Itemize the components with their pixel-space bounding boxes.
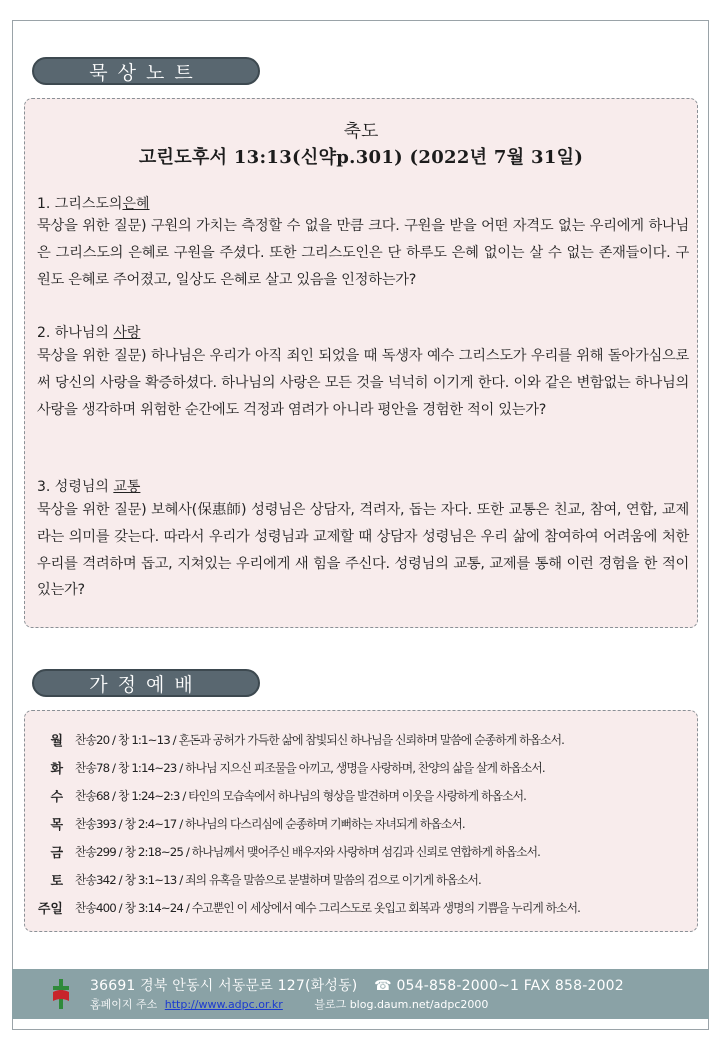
meditation-section-header: 묵상노트: [32, 57, 260, 85]
meditation-note-box: [24, 98, 698, 628]
worship-text: 찬송20 / 창 1:1~13 / 혼돈과 공허가 가득한 삶에 참빛되신 하나님을 신뢰하며 말씀에 순종하게 하옵소서.: [75, 732, 564, 747]
point-3-number: 3. 성령님의: [37, 479, 109, 495]
worship-text: 찬송299 / 창 2:18~25 / 하나님께서 맺어주신 배우자와 사랑하며 섬김과 신뢰로 연합하게 하옵소서.: [75, 844, 540, 859]
footer-contact-line: [90, 975, 624, 995]
day-label: 목: [50, 817, 63, 833]
worship-row: [25, 755, 697, 779]
point-2-number: 2. 하나님의: [37, 325, 109, 341]
point-1-heading: [37, 193, 150, 213]
point-1-number: 1. 그리스도의: [37, 196, 123, 212]
worship-row: [25, 895, 697, 919]
scripture-reference: 고린도후서 13:13(신약p.301) (2022년 7월 31일): [138, 147, 584, 168]
worship-row: [25, 867, 697, 891]
day-label: 수: [50, 789, 63, 805]
point-2-question: 묵상을 위한 질문) 하나님은 우리가 아직 죄인 되었을 때 독생자 예수 그리스도가 우리를 위해 돌아가심으로써 당신의 사랑을 확증하셨다. 하나님의 사랑은 모든 것을 넉넉히 이기게 한다. 이와 같은 변함없는 하나님의 사랑을 생각하며 위험한 순간에도 걱정과 염려가 아니라 평안을 경험한 적이 있는가?: [37, 348, 689, 418]
worship-row: [25, 783, 697, 807]
point-1-keyword: 은혜: [122, 196, 150, 212]
worship-text: 찬송78 / 창 1:14~23 / 하나님 지으신 피조물을 아끼고, 생명을 사랑하며, 찬양의 삶을 살게 하옵소서.: [75, 760, 545, 775]
point-2-heading: [37, 322, 140, 342]
worship-text: 찬송393 / 창 2:4~17 / 하나님의 다스리심에 순종하며 기뻐하는 자녀되게 하옵소서.: [75, 816, 465, 831]
day-label: 주일: [37, 901, 63, 917]
worship-row: [25, 811, 697, 835]
homepage-label: 홈페이지 주소: [90, 998, 158, 1011]
day-label: 월: [50, 733, 63, 749]
footer-web-line: [90, 996, 488, 1012]
point-3-heading: [37, 476, 140, 496]
day-label: 금: [50, 845, 63, 861]
church-footer: [12, 969, 709, 1019]
worship-row: [25, 727, 697, 751]
worship-text: 찬송342 / 창 3:1~13 / 죄의 유혹을 말씀으로 분별하며 말씀의 검으로 이기게 하옵소서.: [75, 872, 481, 887]
day-label: 화: [50, 761, 63, 777]
worship-row: [25, 839, 697, 863]
sermon-title: 축도: [343, 121, 379, 142]
church-address: 36691 경북 안동시 서동문로 127(화성동): [90, 978, 358, 994]
family-worship-box: [24, 710, 698, 932]
family-worship-section-header: 가정예배: [32, 669, 260, 697]
point-3-keyword: 교통: [113, 479, 141, 495]
worship-text: 찬송68 / 창 1:24~2:3 / 타인의 모습속에서 하나님의 형상을 발견하며 이웃을 사랑하게 하옵소서.: [75, 788, 526, 803]
homepage-link[interactable]: http://www.adpc.or.kr: [164, 998, 283, 1011]
blog-address: 블로그 blog.daum.net/adpc2000: [314, 998, 489, 1011]
phone-icon: ☎: [374, 978, 392, 994]
church-logo-icon: [50, 977, 72, 1011]
point-2-keyword: 사랑: [113, 325, 141, 341]
phone-fax: 054-858-2000~1 FAX 858-2002: [396, 978, 624, 994]
point-3-question: 묵상을 위한 질문) 보혜사(保惠師) 성령님은 상담자, 격려자, 돕는 자다. 또한 교통은 친교, 참여, 연합, 교제라는 의미를 갖는다. 따라서 우리가 성령님과 교제할 때 상담자 성령님은 우리 삶에 참여하여 어려움에 처한 우리를 격려하며 돕고, 지쳐있는 우리에게 새 힘을 주신다. 성령님의 교통, 교제를 통해 이런 경험을 한 적이 있는가?: [37, 502, 689, 599]
worship-text: 찬송400 / 창 3:14~24 / 수고뿐인 이 세상에서 예수 그리스도로 옷입고 회복과 생명의 기쁨을 누리게 하소서.: [75, 900, 580, 915]
day-label: 토: [50, 873, 63, 889]
point-1-question: 묵상을 위한 질문) 구원의 가치는 측정할 수 없을 만큼 크다. 구원을 받을 어떤 자격도 없는 우리에게 하나님은 그리스도의 은혜로 구원을 주셨다. 또한 그리스도인은 단 하루도 은혜 없이는 살 수 없는 존재들이다. 구원도 은혜로 주어졌고, 일상도 은혜로 살고 있음을 인정하는가?: [37, 218, 689, 288]
